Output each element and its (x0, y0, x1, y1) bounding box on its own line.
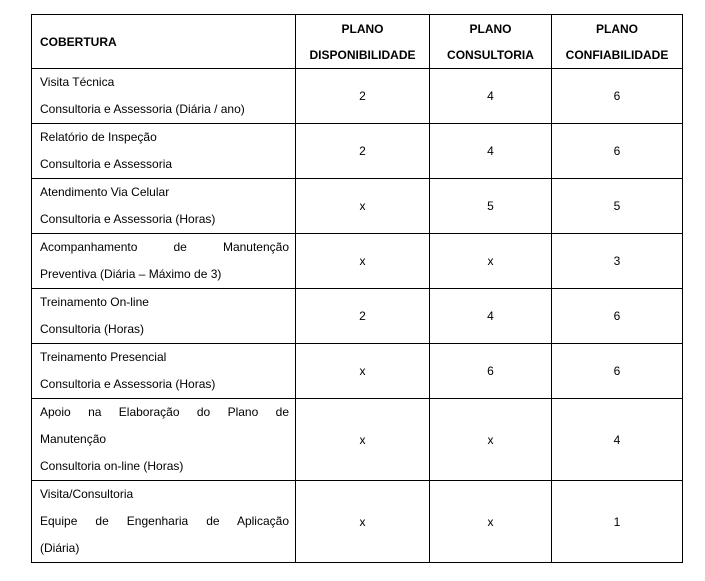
header-plan-label: PLANO (469, 21, 512, 36)
value-confiabilidade: 6 (552, 69, 683, 124)
value-confiabilidade: 4 (552, 399, 683, 481)
header-plan-name: CONSULTORIA (447, 47, 534, 62)
description-line: Atendimento Via Celular (40, 185, 170, 199)
header-plan-name: DISPONIBILIDADE (309, 47, 416, 62)
description-line: Visita/Consultoria (40, 487, 134, 501)
header-plan-confiabilidade (552, 15, 683, 69)
value-consultoria: 4 (430, 69, 552, 124)
description-line: Acompanhamento de Manutenção (40, 240, 289, 254)
value-disponibilidade: x (296, 344, 430, 399)
value-consultoria: 4 (430, 289, 552, 344)
description-line: Consultoria e Assessoria (Horas) (40, 377, 216, 391)
value-consultoria: x (430, 234, 552, 289)
header-plan-consultoria (430, 15, 552, 69)
value-consultoria: 4 (430, 124, 552, 179)
description-line: Visita Técnica (40, 75, 115, 89)
description-line: Consultoria (Horas) (40, 322, 145, 336)
description-line: Equipe de Engenharia de Aplicação (40, 514, 289, 528)
description-line: Relatório de Inspeção (40, 130, 157, 144)
value-disponibilidade: 2 (296, 69, 430, 124)
description-line: Manutenção (40, 432, 107, 446)
value-disponibilidade: x (296, 234, 430, 289)
description-line: Consultoria e Assessoria (Horas) (40, 212, 216, 226)
value-disponibilidade: 2 (296, 124, 430, 179)
description-line: (Diária) (40, 541, 80, 555)
value-confiabilidade: 6 (552, 289, 683, 344)
value-disponibilidade: x (296, 179, 430, 234)
value-consultoria: x (430, 481, 552, 563)
table-row (32, 344, 683, 399)
header-plan-name: CONFIABILIDADE (565, 47, 669, 62)
table-row (32, 124, 683, 179)
value-consultoria: 6 (430, 344, 552, 399)
coverage-table (31, 14, 683, 563)
description-line: Treinamento On-line (40, 295, 149, 309)
description-line: Apoio na Elaboração do Plano de (40, 405, 289, 419)
header-plan-label: PLANO (341, 21, 384, 36)
coverage-description (32, 179, 296, 234)
table-row (32, 234, 683, 289)
table-row (32, 399, 683, 481)
coverage-description (32, 234, 296, 289)
header-row (32, 15, 683, 69)
description-line: Consultoria e Assessoria (40, 157, 173, 171)
description-line: Consultoria on-line (Horas) (40, 459, 184, 473)
value-confiabilidade: 1 (552, 481, 683, 563)
coverage-description (32, 124, 296, 179)
value-disponibilidade: x (296, 399, 430, 481)
value-confiabilidade: 6 (552, 344, 683, 399)
table-row (32, 481, 683, 563)
table-row (32, 289, 683, 344)
coverage-description (32, 399, 296, 481)
value-consultoria: x (430, 399, 552, 481)
description-line: Consultoria e Assessoria (Diária / ano) (40, 102, 245, 116)
table-row (32, 69, 683, 124)
table-row (32, 179, 683, 234)
description-line: Preventiva (Diária – Máximo de 3) (40, 267, 222, 281)
header-cobertura: COBERTURA (32, 15, 296, 69)
coverage-description (32, 69, 296, 124)
coverage-description (32, 289, 296, 344)
description-line: Treinamento Presencial (40, 350, 167, 364)
value-confiabilidade: 5 (552, 179, 683, 234)
value-confiabilidade: 3 (552, 234, 683, 289)
header-plan-disponibilidade (296, 15, 430, 69)
coverage-description (32, 481, 296, 563)
value-confiabilidade: 6 (552, 124, 683, 179)
header-plan-label: PLANO (596, 21, 638, 36)
value-consultoria: 5 (430, 179, 552, 234)
coverage-description (32, 344, 296, 399)
value-disponibilidade: 2 (296, 289, 430, 344)
value-disponibilidade: x (296, 481, 430, 563)
